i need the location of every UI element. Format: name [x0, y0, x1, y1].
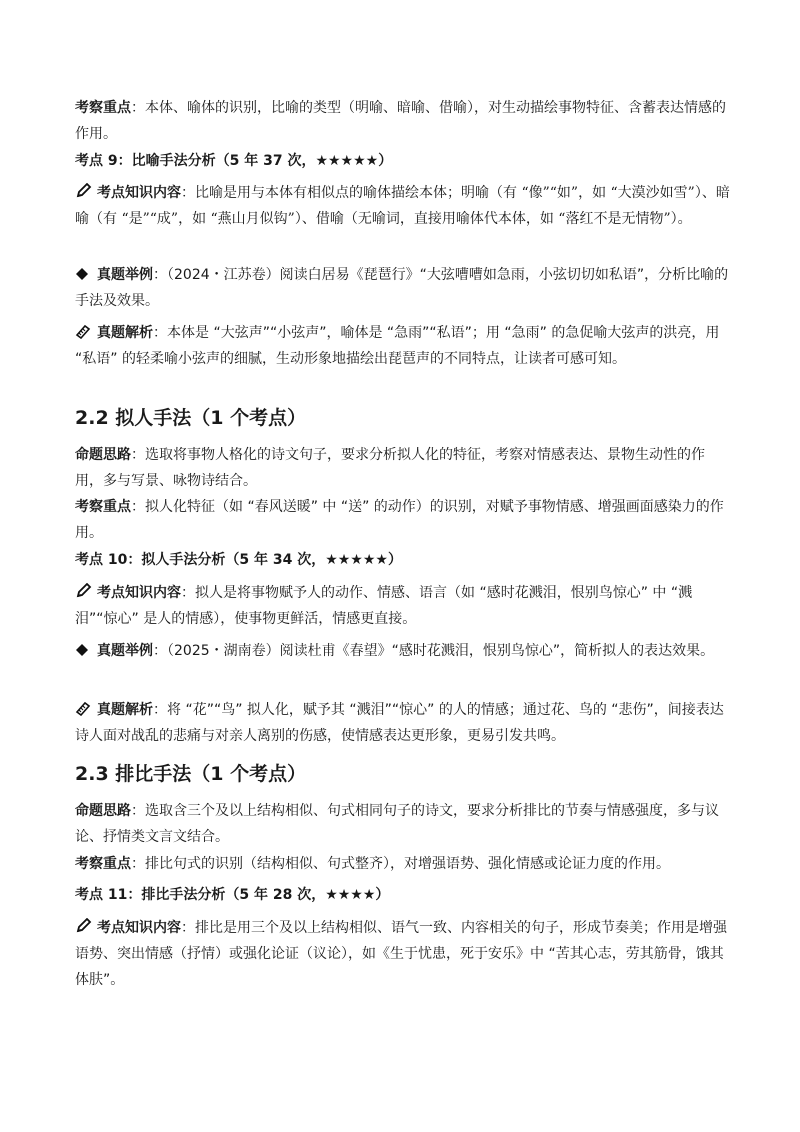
kaodian-9-example: 真题举例：（2024・江苏卷）阅读白居易《琵琶行》“大弦嘈嘈如急雨，小弦切切如私语”，分析比喻的手法及效果。: [75, 267, 729, 309]
pencil-icon: [75, 918, 93, 934]
kaodian-10-example: 真题举例：（2025・湖南卷）阅读杜甫《春望》“感时花溅泪，恨别鸟惊心”，简析拟人的表达效果。: [75, 638, 730, 664]
kaodian-11-title: 考点 11：排比手法分析（5 年 28 次，★★★★）: [75, 887, 390, 903]
kaodian-9-knowledge: 考点知识内容：比喻是用与本体有相似点的喻体描绘本体；明喻（有 “像”“如”，如 “大漠沙如雪”）、暗喻（有 “是”“成”，如 “燕山月似钩”）、借喻（无喻词，直接用喻体代本体，如 “落红不是无情物”）。: [75, 185, 730, 227]
proposition-idea-personification: 命题思路：选取将事物人格化的诗文句子，要求分析拟人化的特征，考察对情感表达、景物生动性的作用，多与写景、咏物诗结合。: [75, 447, 705, 489]
kaodian-11-knowledge: 考点知识内容：排比是用三个及以上结构相似、语气一致、内容相关的句子，形成节奏美；作用是增强语势、突出情感（抒情）或强化论证（议论），如《生于忧患，死于安乐》中 “苦其心志，劳其筋骨，饿其体肤”。: [75, 920, 727, 988]
kaodian-10-title: 考点 10：拟人手法分析（5 年 34 次，★★★★★）: [75, 552, 402, 568]
exam-focus-parallelism: 考察重点：排比句式的识别（结构相似、句式整齐），对增强语势、强化情感或论证力度的作用。: [75, 856, 670, 872]
section-2-2-heading: 2.2 拟人手法（1 个考点）: [75, 407, 307, 429]
diamond-icon: [75, 267, 93, 281]
pencil-icon: [75, 183, 93, 199]
exam-focus-metaphor: 考察重点：本体、喻体的识别，比喻的类型（明喻、暗喻、借喻），对生动描绘事物特征、含蓄表达情感的作用。: [75, 100, 726, 142]
kaodian-9-analysis: 真题解析：本体是 “大弦声”“小弦声”，喻体是 “急雨”“私语”；用 “急雨” 的急促喻大弦声的洪亮，用 “私语” 的轻柔喻小弦声的细腻，生动形象地描绘出琵琶声的不同特点，让读者可感可知。: [75, 325, 720, 367]
diamond-icon: [75, 643, 93, 657]
pencil-icon: [75, 583, 93, 599]
kaodian-9-title: 考点 9：比喻手法分析（5 年 37 次，★★★★★）: [75, 153, 393, 169]
pencil-ruler-icon: [75, 323, 93, 339]
exam-focus-personification: 考察重点：拟人化特征（如 “春风送暖” 中 “送” 的动作）的识别，对赋予事物情感、增强画面感染力的作用。: [75, 499, 724, 541]
kaodian-10-knowledge: 考点知识内容：拟人是将事物赋予人的动作、情感、语言（如 “感时花溅泪，恨别鸟惊心” 中 “溅泪”“惊心” 是人的情感），使事物更鲜活，情感更直接。: [75, 585, 693, 627]
pencil-ruler-icon: [75, 700, 93, 716]
section-2-3-heading: 2.3 排比手法（1 个考点）: [75, 763, 307, 785]
proposition-idea-parallelism: 命题思路：选取含三个及以上结构相似、句式相同句子的诗文，要求分析排比的节奏与情感强度，多与议论、抒情类文言文结合。: [75, 803, 719, 845]
kaodian-10-analysis: 真题解析：将 “花”“鸟” 拟人化，赋予其 “溅泪”“惊心” 的人的情感；通过花、鸟的 “悲伤”，间接表达诗人面对战乱的悲痛与对亲人离别的伤感，使情感表达更形象，更易引发共鸣。: [75, 702, 724, 744]
